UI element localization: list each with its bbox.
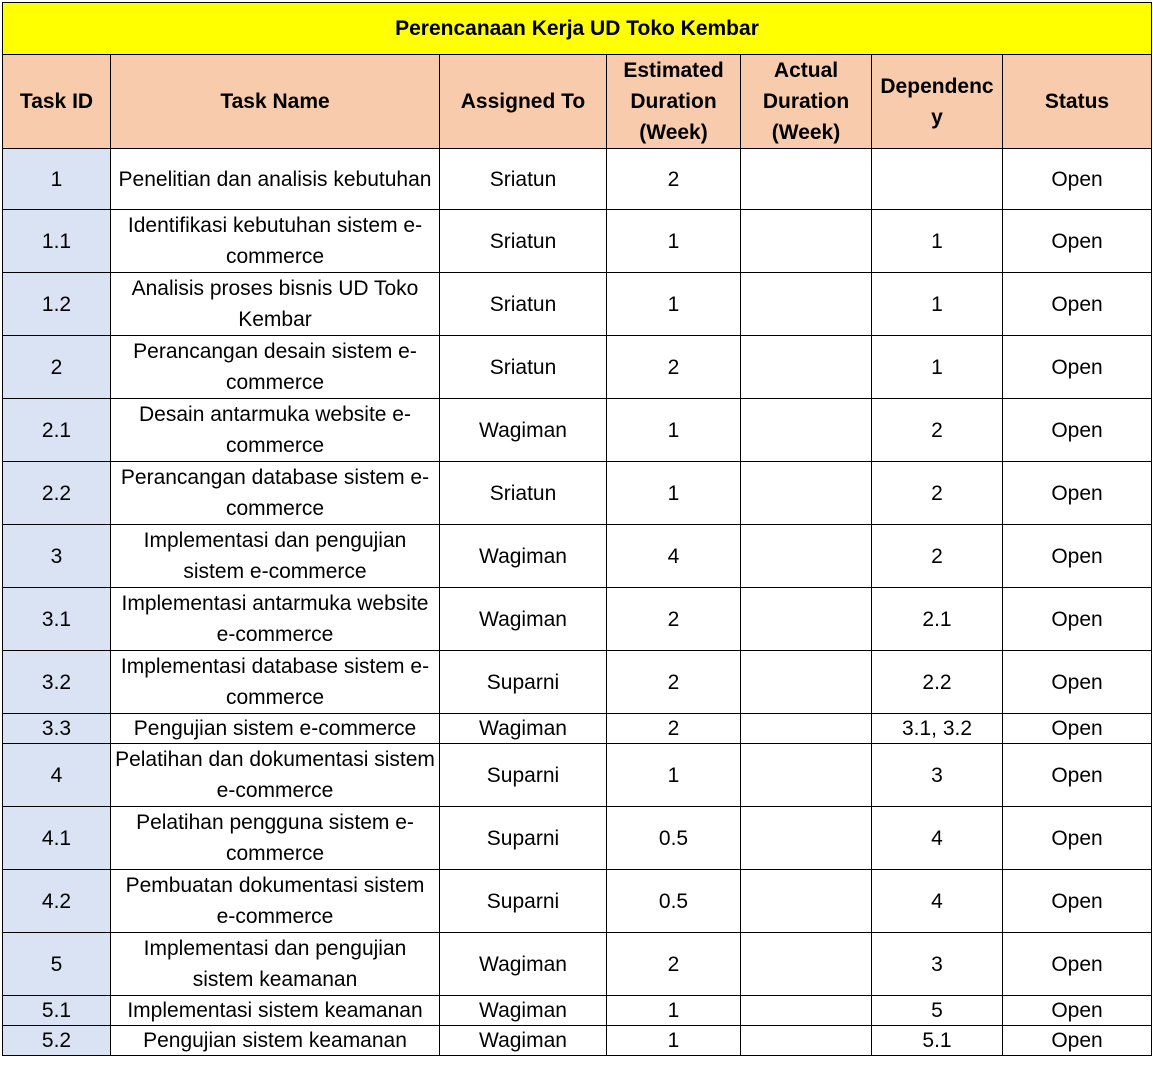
cell-actual-duration[interactable] xyxy=(741,149,872,210)
cell-status[interactable]: Open xyxy=(1003,870,1152,933)
cell-task-id[interactable]: 4.1 xyxy=(3,807,111,870)
cell-assigned-to[interactable]: Sriatun xyxy=(440,336,607,399)
header-actual-duration[interactable]: Actual Duration (Week) xyxy=(741,55,872,149)
cell-task-id[interactable]: 2 xyxy=(3,336,111,399)
table-row xyxy=(3,399,1152,462)
header-row xyxy=(3,55,1152,149)
cell-task-id[interactable]: 1.2 xyxy=(3,273,111,336)
table-row xyxy=(3,273,1152,336)
table-row xyxy=(3,149,1152,210)
cell-status[interactable]: Open xyxy=(1003,525,1152,588)
cell-task-name[interactable]: Pembuatan dokumentasi sistem e-commerce xyxy=(111,870,440,933)
cell-dependency[interactable]: 3 xyxy=(872,933,1003,996)
table-row xyxy=(3,1026,1152,1056)
cell-status[interactable]: Open xyxy=(1003,273,1152,336)
cell-actual-duration[interactable] xyxy=(741,588,872,651)
cell-task-id[interactable]: 3.1 xyxy=(3,588,111,651)
header-status[interactable]: Status xyxy=(1003,55,1152,149)
header-dependency[interactable]: Dependenc y xyxy=(872,55,1003,149)
cell-task-id[interactable]: 3 xyxy=(3,525,111,588)
table-row xyxy=(3,996,1152,1026)
cell-status[interactable]: Open xyxy=(1003,744,1152,807)
cell-dependency[interactable]: 4 xyxy=(872,807,1003,870)
cell-assigned-to[interactable]: Sriatun xyxy=(440,462,607,525)
cell-assigned-to[interactable]: Wagiman xyxy=(440,714,607,744)
cell-actual-duration[interactable] xyxy=(741,933,872,996)
cell-dependency[interactable]: 2 xyxy=(872,399,1003,462)
cell-task-id[interactable]: 1.1 xyxy=(3,210,111,273)
cell-assigned-to[interactable]: Suparni xyxy=(440,651,607,714)
cell-task-name[interactable]: Penelitian dan analisis kebutuhan xyxy=(111,149,440,210)
cell-task-name[interactable]: Perancangan desain sistem e-commerce xyxy=(111,336,440,399)
table-row xyxy=(3,651,1152,714)
cell-status[interactable]: Open xyxy=(1003,399,1152,462)
cell-task-id[interactable]: 3.2 xyxy=(3,651,111,714)
cell-assigned-to[interactable]: Wagiman xyxy=(440,399,607,462)
cell-task-name[interactable]: Implementasi dan pengujian sistem e-commerce xyxy=(111,525,440,588)
table-row xyxy=(3,807,1152,870)
cell-estimated-duration[interactable]: 1 xyxy=(607,462,741,525)
cell-task-id[interactable]: 5.1 xyxy=(3,996,111,1026)
cell-actual-duration[interactable] xyxy=(741,399,872,462)
table-row xyxy=(3,714,1152,744)
cell-status[interactable]: Open xyxy=(1003,996,1152,1026)
cell-dependency[interactable]: 2 xyxy=(872,462,1003,525)
cell-estimated-duration[interactable]: 2 xyxy=(607,714,741,744)
cell-assigned-to[interactable]: Wagiman xyxy=(440,588,607,651)
cell-task-name[interactable]: Pelatihan pengguna sistem e-commerce xyxy=(111,807,440,870)
header-assigned-to[interactable]: Assigned To xyxy=(440,55,607,149)
table-title[interactable]: Perencanaan Kerja UD Toko Kembar xyxy=(3,3,1152,55)
cell-task-name[interactable]: Implementasi database sistem e-commerce xyxy=(111,651,440,714)
cell-task-name[interactable]: Identifikasi kebutuhan sistem e-commerce xyxy=(111,210,440,273)
cell-dependency[interactable]: 2.2 xyxy=(872,651,1003,714)
cell-actual-duration[interactable] xyxy=(741,651,872,714)
cell-dependency[interactable]: 5 xyxy=(872,996,1003,1026)
cell-estimated-duration[interactable]: 1 xyxy=(607,273,741,336)
header-task-id[interactable]: Task ID xyxy=(3,55,111,149)
cell-status[interactable]: Open xyxy=(1003,210,1152,273)
cell-estimated-duration[interactable]: 0.5 xyxy=(607,870,741,933)
table-row xyxy=(3,870,1152,933)
cell-assigned-to[interactable]: Sriatun xyxy=(440,210,607,273)
cell-estimated-duration[interactable]: 2 xyxy=(607,588,741,651)
cell-status[interactable]: Open xyxy=(1003,651,1152,714)
cell-dependency[interactable]: 2.1 xyxy=(872,588,1003,651)
table-row xyxy=(3,744,1152,807)
cell-dependency[interactable]: 1 xyxy=(872,273,1003,336)
cell-task-name[interactable]: Analisis proses bisnis UD Toko Kembar xyxy=(111,273,440,336)
cell-estimated-duration[interactable]: 2 xyxy=(607,336,741,399)
cell-assigned-to[interactable]: Wagiman xyxy=(440,933,607,996)
cell-estimated-duration[interactable]: 1 xyxy=(607,210,741,273)
cell-assigned-to[interactable]: Suparni xyxy=(440,870,607,933)
cell-task-name[interactable]: Perancangan database sistem e-commerce xyxy=(111,462,440,525)
cell-actual-duration[interactable] xyxy=(741,462,872,525)
cell-assigned-to[interactable]: Suparni xyxy=(440,807,607,870)
cell-actual-duration[interactable] xyxy=(741,273,872,336)
cell-actual-duration[interactable] xyxy=(741,525,872,588)
cell-task-id[interactable]: 5.2 xyxy=(3,1026,111,1056)
cell-task-id[interactable]: 3.3 xyxy=(3,714,111,744)
cell-estimated-duration[interactable]: 1 xyxy=(607,399,741,462)
cell-status[interactable]: Open xyxy=(1003,1026,1152,1056)
cell-dependency[interactable] xyxy=(872,149,1003,210)
cell-task-id[interactable]: 4 xyxy=(3,744,111,807)
cell-dependency[interactable]: 2 xyxy=(872,525,1003,588)
cell-estimated-duration[interactable]: 1 xyxy=(607,996,741,1026)
work-plan-table xyxy=(2,2,1152,1056)
cell-task-id[interactable]: 4.2 xyxy=(3,870,111,933)
table-row xyxy=(3,933,1152,996)
cell-actual-duration[interactable] xyxy=(741,336,872,399)
cell-assigned-to[interactable]: Sriatun xyxy=(440,149,607,210)
cell-dependency[interactable]: 1 xyxy=(872,336,1003,399)
cell-task-name[interactable]: Implementasi sistem keamanan xyxy=(111,996,440,1026)
cell-actual-duration[interactable] xyxy=(741,870,872,933)
task-rows xyxy=(3,149,1152,1056)
cell-status[interactable]: Open xyxy=(1003,588,1152,651)
cell-estimated-duration[interactable]: 4 xyxy=(607,525,741,588)
cell-assigned-to[interactable]: Suparni xyxy=(440,744,607,807)
cell-assigned-to[interactable]: Wagiman xyxy=(440,525,607,588)
cell-assigned-to[interactable]: Sriatun xyxy=(440,273,607,336)
cell-status[interactable]: Open xyxy=(1003,807,1152,870)
cell-actual-duration[interactable] xyxy=(741,714,872,744)
cell-assigned-to[interactable]: Wagiman xyxy=(440,1026,607,1056)
cell-actual-duration[interactable] xyxy=(741,807,872,870)
cell-estimated-duration[interactable]: 0.5 xyxy=(607,807,741,870)
cell-estimated-duration[interactable]: 1 xyxy=(607,1026,741,1056)
cell-status[interactable]: Open xyxy=(1003,933,1152,996)
cell-task-id[interactable]: 2.1 xyxy=(3,399,111,462)
header-estimated-duration[interactable]: Estimated Duration (Week) xyxy=(607,55,741,149)
cell-dependency[interactable]: 1 xyxy=(872,210,1003,273)
cell-task-name[interactable]: Desain antarmuka website e-commerce xyxy=(111,399,440,462)
table-row xyxy=(3,525,1152,588)
cell-dependency[interactable]: 4 xyxy=(872,870,1003,933)
table-row xyxy=(3,588,1152,651)
cell-dependency[interactable]: 5.1 xyxy=(872,1026,1003,1056)
cell-task-name[interactable]: Pengujian sistem keamanan xyxy=(111,1026,440,1056)
cell-task-id[interactable]: 1 xyxy=(3,149,111,210)
cell-status[interactable]: Open xyxy=(1003,149,1152,210)
cell-actual-duration[interactable] xyxy=(741,1026,872,1056)
cell-dependency[interactable]: 3.1, 3.2 xyxy=(872,714,1003,744)
cell-estimated-duration[interactable]: 2 xyxy=(607,149,741,210)
table-row xyxy=(3,462,1152,525)
cell-task-id[interactable]: 5 xyxy=(3,933,111,996)
cell-dependency[interactable]: 3 xyxy=(872,744,1003,807)
cell-status[interactable]: Open xyxy=(1003,714,1152,744)
cell-estimated-duration[interactable]: 1 xyxy=(607,744,741,807)
cell-actual-duration[interactable] xyxy=(741,744,872,807)
cell-task-name[interactable]: Implementasi antarmuka website e-commerce xyxy=(111,588,440,651)
cell-task-name[interactable]: Implementasi dan pengujian sistem keamanan xyxy=(111,933,440,996)
cell-estimated-duration[interactable]: 2 xyxy=(607,651,741,714)
cell-task-name[interactable]: Pengujian sistem e-commerce xyxy=(111,714,440,744)
cell-status[interactable]: Open xyxy=(1003,462,1152,525)
cell-assigned-to[interactable]: Wagiman xyxy=(440,996,607,1026)
cell-task-id[interactable]: 2.2 xyxy=(3,462,111,525)
table-row xyxy=(3,336,1152,399)
cell-actual-duration[interactable] xyxy=(741,210,872,273)
table-row xyxy=(3,210,1152,273)
cell-status[interactable]: Open xyxy=(1003,336,1152,399)
cell-task-name[interactable]: Pelatihan dan dokumentasi sistem e-commerce xyxy=(111,744,440,807)
header-task-name[interactable]: Task Name xyxy=(111,55,440,149)
cell-estimated-duration[interactable]: 2 xyxy=(607,933,741,996)
cell-actual-duration[interactable] xyxy=(741,996,872,1026)
